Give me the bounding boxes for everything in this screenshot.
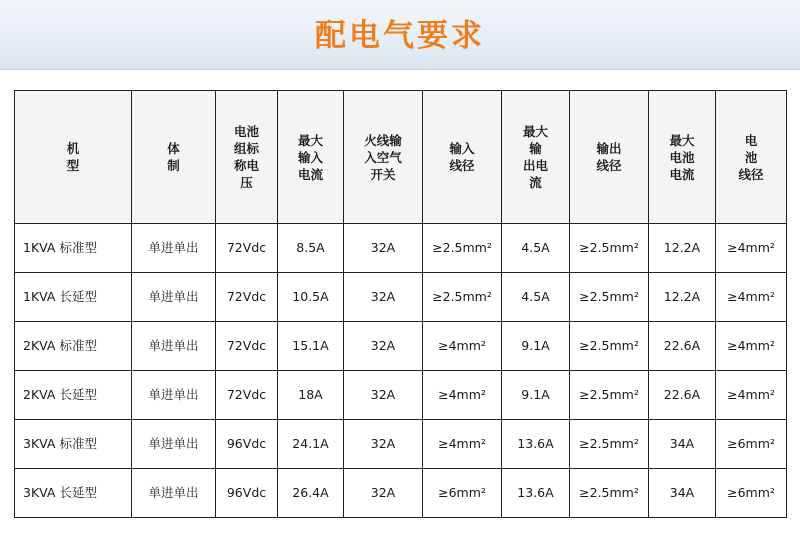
cell-system: 单进单出 [132,371,216,420]
cell-max-input-current: 18A [278,371,344,420]
column-header-model [15,91,132,224]
column-header-max-input-current [278,91,344,224]
cell-output-wire-gauge: ≥2.5mm² [570,469,649,518]
cell-max-output-current: 9.1A [502,371,570,420]
column-header-output-wire-gauge [570,91,649,224]
model-line: 3KVA [23,436,56,451]
cell-max-battery-current: 12.2A [649,224,716,273]
cell-system: 单进单出 [132,420,216,469]
cell-system: 单进单出 [132,224,216,273]
model-line: 2KVA [23,387,56,402]
cell-max-input-current: 15.1A [278,322,344,371]
cell-input-wire-gauge: ≥2.5mm² [423,224,502,273]
cell-system: 单进单出 [132,273,216,322]
cell-input-wire-gauge: ≥2.5mm² [423,273,502,322]
column-header-battery-nominal-voltage [216,91,278,224]
header-line: 制 [167,158,180,173]
cell-battery-wire-gauge: ≥4mm² [716,224,787,273]
cell-line-input-breaker: 32A [344,273,423,322]
header-line: 最大 [669,132,695,148]
cell-model [15,273,132,322]
model-line: 3KVA [23,485,56,500]
cell-input-wire-gauge: ≥4mm² [423,420,502,469]
cell-model [15,469,132,518]
cell-line-input-breaker: 32A [344,322,423,371]
table-row [15,273,787,322]
cell-max-output-current: 13.6A [502,420,570,469]
cell-max-output-current: 4.5A [502,224,570,273]
header-line: 压 [240,175,253,190]
table-body [15,224,787,518]
cell-input-wire-gauge: ≥4mm² [423,371,502,420]
table-row [15,420,787,469]
column-header-max-battery-current [649,91,716,224]
header-line: 池 [744,149,758,165]
cell-battery-nominal-voltage: 72Vdc [216,224,278,273]
header-line: 最大 [522,124,548,139]
column-header-max-output-current [502,91,570,224]
header-line: 最大 [297,132,323,148]
cell-output-wire-gauge: ≥2.5mm² [570,322,649,371]
table-header-row [15,91,787,224]
table-row [15,322,787,371]
header-line: 体 [167,141,180,156]
cell-max-battery-current: 22.6A [649,322,716,371]
header-line: 输入 [449,141,475,156]
cell-input-wire-gauge: ≥6mm² [423,469,502,518]
cell-output-wire-gauge: ≥2.5mm² [570,273,649,322]
cell-battery-wire-gauge: ≥6mm² [716,420,787,469]
header-line: 火线输 [364,132,402,148]
cell-max-battery-current: 34A [649,420,716,469]
header-line: 线径 [449,158,475,173]
cell-battery-wire-gauge: ≥4mm² [716,322,787,371]
cell-battery-nominal-voltage: 72Vdc [216,273,278,322]
cell-input-wire-gauge: ≥4mm² [423,322,502,371]
header-line: 电流 [297,166,323,182]
cell-output-wire-gauge: ≥2.5mm² [570,371,649,420]
model-line: 标准型 [59,436,97,451]
table-row [15,371,787,420]
header-line: 组标 [233,141,259,156]
cell-model [15,420,132,469]
cell-max-battery-current: 34A [649,469,716,518]
header-line: 输出 [596,141,622,156]
cell-line-input-breaker: 32A [344,420,423,469]
cell-battery-nominal-voltage: 96Vdc [216,420,278,469]
header-line: 输 [529,141,542,156]
table-row [15,469,787,518]
cell-battery-wire-gauge: ≥6mm² [716,469,787,518]
cell-battery-nominal-voltage: 96Vdc [216,469,278,518]
cell-output-wire-gauge: ≥2.5mm² [570,420,649,469]
cell-line-input-breaker: 32A [344,371,423,420]
cell-max-input-current: 26.4A [278,469,344,518]
header-line: 电池 [669,149,695,165]
model-line: 标准型 [59,240,97,255]
header-line: 入空气 [364,149,402,165]
header-line: 电流 [669,166,695,182]
model-line: 2KVA [23,338,56,353]
model-line: 标准型 [59,338,97,353]
cell-max-output-current: 13.6A [502,469,570,518]
cell-model [15,224,132,273]
cell-system: 单进单出 [132,322,216,371]
header-line: 流 [529,175,542,190]
column-header-line-input-breaker [344,91,423,224]
cell-battery-wire-gauge: ≥4mm² [716,273,787,322]
cell-max-output-current: 9.1A [502,322,570,371]
cell-model [15,371,132,420]
header-line: 电 [744,132,758,148]
cell-max-battery-current: 12.2A [649,273,716,322]
header-line: 开关 [370,166,396,182]
model-line: 长延型 [59,289,97,304]
cell-line-input-breaker: 32A [344,469,423,518]
header-line: 电池 [233,124,259,139]
cell-battery-nominal-voltage: 72Vdc [216,371,278,420]
header-line: 型 [66,158,80,173]
column-header-input-wire-gauge [423,91,502,224]
cell-output-wire-gauge: ≥2.5mm² [570,224,649,273]
header-line: 线径 [596,158,622,173]
cell-system: 单进单出 [132,469,216,518]
header-line: 出电 [522,158,548,173]
page-title: 配电气要求 [315,18,485,54]
cell-max-output-current: 4.5A [502,273,570,322]
spec-table-container [0,70,800,518]
electrical-requirements-table [14,90,787,518]
header-line: 输入 [297,149,323,165]
table-header-row-group [15,91,787,224]
column-header-battery-wire-gauge [716,91,787,224]
model-line: 1KVA [23,240,56,255]
cell-battery-nominal-voltage: 72Vdc [216,322,278,371]
header-line: 线径 [738,166,764,182]
page-banner [0,0,800,70]
cell-model [15,322,132,371]
cell-line-input-breaker: 32A [344,224,423,273]
header-line: 称电 [233,158,259,173]
cell-max-input-current: 8.5A [278,224,344,273]
cell-battery-wire-gauge: ≥4mm² [716,371,787,420]
table-row [15,224,787,273]
model-line: 长延型 [59,485,97,500]
column-header-system [132,91,216,224]
model-line: 长延型 [59,387,97,402]
cell-max-battery-current: 22.6A [649,371,716,420]
cell-max-input-current: 24.1A [278,420,344,469]
header-line: 机 [66,141,80,156]
model-line: 1KVA [23,289,56,304]
cell-max-input-current: 10.5A [278,273,344,322]
